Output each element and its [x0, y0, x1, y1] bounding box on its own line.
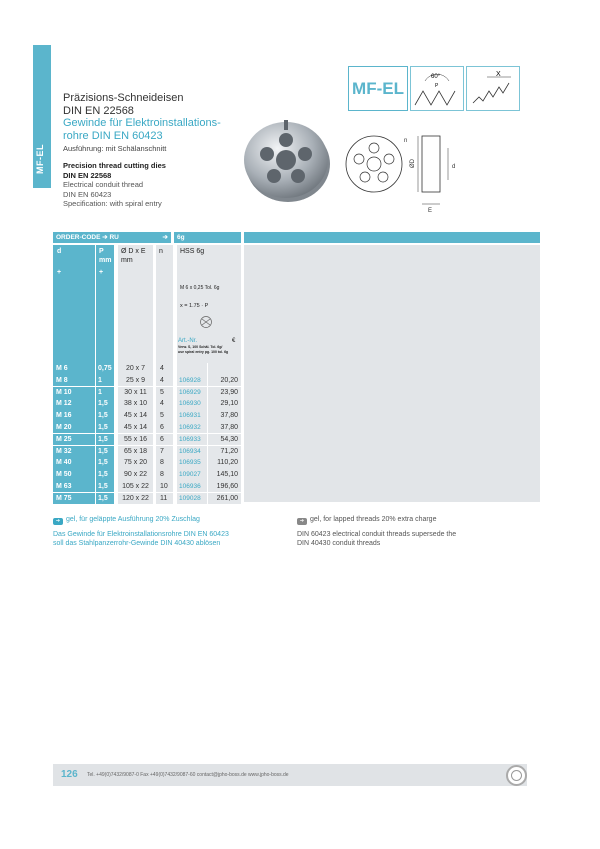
row-n: 7	[156, 446, 173, 458]
row-d: M 50	[53, 469, 95, 481]
row-price	[208, 363, 241, 375]
table-row	[53, 410, 241, 422]
row-n: 11	[156, 493, 173, 505]
table-row	[53, 434, 241, 446]
footer-contact: Tel. +49(0)7432/9087-0 Fax +49(0)7432/9087-60 contact@jpho-boss.de www.jpho-boss.de	[87, 772, 289, 778]
note-en-1: gel, for lapped threads 20% extra charge	[310, 516, 437, 523]
table-row	[53, 375, 241, 387]
table-row	[53, 446, 241, 458]
hdr-p-label: P	[99, 248, 104, 255]
hdr-fine-1: Verw. S, 100 Schäl. Tol. 6g/	[178, 345, 223, 349]
title-en-line-1: Precision thread cutting dies	[63, 161, 166, 170]
note-de-3: soll das Stahlpanzerrohr-Gewinde DIN 40430 ablösen	[53, 540, 221, 547]
row-p: 0,75	[96, 363, 114, 375]
row-art-nr: 106930	[177, 398, 207, 410]
row-dxe: 55 x 16	[118, 434, 153, 446]
row-p: 1,5	[96, 493, 114, 505]
hdr-d: d	[57, 248, 62, 255]
hdr-d-plus: +	[57, 269, 62, 276]
header-bar-right	[244, 232, 540, 243]
row-d: M 25	[53, 434, 95, 446]
note-en-lapped	[297, 515, 436, 525]
hdr-dxe	[121, 247, 146, 265]
spiral-entry-small-icon	[198, 315, 214, 329]
arrow-icon: ➔	[53, 518, 63, 525]
row-art-nr: 109028	[177, 493, 207, 505]
row-n: 5	[156, 410, 173, 422]
title-de	[63, 92, 183, 118]
row-n: 6	[156, 434, 173, 446]
row-p: 1,5	[96, 434, 114, 446]
mf-el-badge	[348, 66, 408, 111]
col-d-bg	[53, 245, 95, 363]
die-photo	[242, 118, 332, 204]
row-p: 1,5	[96, 410, 114, 422]
row-dxe: 20 x 7	[118, 363, 153, 375]
note-de-2: Das Gewinde für Elektroinstallationsrohre DIN EN 60423	[53, 531, 229, 538]
hdr-p: P mm +	[99, 248, 112, 276]
row-n: 6	[156, 422, 173, 434]
hdr-p-unit: mm	[99, 257, 112, 264]
row-art-nr: 109027	[177, 469, 207, 481]
footer	[53, 764, 527, 786]
angle-label: 60°	[431, 74, 441, 80]
row-p: 1,5	[96, 398, 114, 410]
row-n: 4	[156, 363, 173, 375]
table-row	[53, 363, 241, 375]
label-n: n	[404, 138, 408, 144]
title-de-sub-1: Gewinde für Elektroinstallations-	[63, 117, 221, 129]
col-n-bg	[156, 245, 173, 363]
grey-panel	[244, 245, 540, 502]
hdr-currency: €	[232, 338, 236, 344]
row-art-nr	[177, 363, 207, 375]
row-d: M 32	[53, 446, 95, 458]
tolerance-bar	[174, 232, 241, 243]
row-art-nr: 106928	[177, 375, 207, 387]
row-p: 1	[96, 375, 114, 387]
row-d: M 8	[53, 375, 95, 387]
hdr-sample: M 6 x 0,25 Tol. 6g	[180, 285, 220, 291]
title-de-sub-2: rohre DIN EN 60423	[63, 130, 163, 142]
order-code-bar: ORDER-CODE ➔ RU ➔	[53, 232, 171, 243]
row-d: M 10	[53, 387, 95, 399]
row-price: 20,20	[208, 375, 241, 387]
row-price: 54,30	[208, 434, 241, 446]
row-price: 37,80	[208, 410, 241, 422]
hdr-dxe-label: Ø D x E	[121, 248, 146, 255]
row-n: 5	[156, 387, 173, 399]
row-p: 1,5	[96, 422, 114, 434]
note-de-lapped	[53, 515, 200, 525]
row-dxe: 45 x 14	[118, 422, 153, 434]
table-row	[53, 387, 241, 399]
title-de-line-1: Präzisions-Schneideisen	[63, 92, 184, 104]
row-p: 1	[96, 387, 114, 399]
pitch-label: P	[435, 83, 439, 89]
note-de-din	[53, 530, 229, 548]
table-row	[53, 469, 241, 481]
row-p: 1,5	[96, 469, 114, 481]
row-n: 8	[156, 457, 173, 469]
order-code-ru: RU	[109, 234, 119, 241]
thread-angle-icon	[410, 66, 464, 111]
row-art-nr: 106932	[177, 422, 207, 434]
row-price: 110,20	[208, 457, 241, 469]
row-art-nr: 106935	[177, 457, 207, 469]
row-n: 8	[156, 469, 173, 481]
side-tab	[33, 45, 51, 188]
row-d: M 20	[53, 422, 95, 434]
badge-label: MF-EL	[352, 78, 404, 98]
label-od: ØD	[410, 159, 416, 168]
title-de-line-2: DIN EN 22568	[63, 105, 134, 117]
order-arrow-icon: ➔	[162, 234, 168, 241]
row-art-nr: 106931	[177, 410, 207, 422]
hdr-formula: x = 1.75 · P	[180, 303, 209, 309]
row-d: M 12	[53, 398, 95, 410]
title-en	[63, 161, 166, 180]
row-n: 10	[156, 481, 173, 493]
row-dxe: 75 x 20	[118, 457, 153, 469]
row-art-nr: 106934	[177, 446, 207, 458]
hdr-fine-2: use spiral entry pg. 100 tol. 6g	[178, 349, 229, 354]
row-dxe: 45 x 14	[118, 410, 153, 422]
tolerance-label: 6g	[177, 234, 185, 241]
row-n: 4	[156, 398, 173, 410]
en-line-2: DIN EN 60423	[63, 189, 112, 199]
label-e: E	[428, 208, 433, 214]
row-art-nr: 106936	[177, 481, 207, 493]
hdr-fine-print	[178, 345, 228, 354]
row-d: M 75	[53, 493, 95, 505]
row-p: 1,5	[96, 457, 114, 469]
row-price: 37,80	[208, 422, 241, 434]
row-price: 23,90	[208, 387, 241, 399]
row-dxe: 38 x 10	[118, 398, 153, 410]
row-d: M 6	[53, 363, 95, 375]
row-d: M 63	[53, 481, 95, 493]
row-p: 1,5	[96, 481, 114, 493]
row-price: 29,10	[208, 398, 241, 410]
row-dxe: 105 x 22	[118, 481, 153, 493]
row-price: 196,60	[208, 481, 241, 493]
hdr-hss: HSS 6g	[180, 248, 205, 255]
row-art-nr: 106929	[177, 387, 207, 399]
en-description	[63, 180, 162, 209]
table-row	[53, 481, 241, 493]
en-line-1: Electrical conduit thread	[63, 180, 144, 189]
row-dxe: 120 x 22	[118, 493, 153, 505]
hdr-art-nr: Art.-Nr.	[178, 338, 197, 344]
ausfuehrung: Ausführung: mit Schälanschnitt	[63, 144, 167, 153]
title-en-line-2: DIN EN 22568	[63, 170, 112, 180]
row-dxe: 30 x 11	[118, 387, 153, 399]
row-n: 4	[156, 375, 173, 387]
note-en-3: DIN 40430 conduit threads	[297, 540, 381, 547]
table-row	[53, 457, 241, 469]
note-en-din	[297, 530, 456, 548]
hdr-n: n	[159, 248, 163, 255]
row-price: 261,00	[208, 493, 241, 505]
note-de-1: gel, für geläppte Ausführung 20% Zuschlag	[66, 516, 200, 523]
row-dxe: 65 x 18	[118, 446, 153, 458]
row-price: 145,10	[208, 469, 241, 481]
product-table	[53, 363, 241, 505]
label-d: d	[452, 164, 456, 170]
hdr-dxe-unit: mm	[121, 257, 133, 264]
order-code-label: ORDER-CODE	[56, 234, 101, 241]
row-d: M 40	[53, 457, 95, 469]
x-label: X	[496, 71, 501, 78]
row-d: M 16	[53, 410, 95, 422]
row-p: 1,5	[96, 446, 114, 458]
company-logo	[506, 765, 527, 786]
table-row	[53, 422, 241, 434]
die-drawing	[342, 128, 472, 218]
row-price: 71,20	[208, 446, 241, 458]
table-row	[53, 493, 241, 505]
page-number: 126	[61, 769, 78, 780]
arrow-icon-grey: ➔	[297, 518, 307, 525]
row-art-nr: 106933	[177, 434, 207, 446]
row-dxe: 90 x 22	[118, 469, 153, 481]
spiral-entry-icon	[466, 66, 520, 111]
note-en-2: DIN 60423 electrical conduit threads supersede the	[297, 531, 457, 538]
side-tab-label: MF-EL	[35, 144, 45, 174]
table-row	[53, 398, 241, 410]
en-line-3: Specification: with spiral entry	[63, 199, 162, 208]
title-de-sub	[63, 117, 248, 143]
row-dxe: 25 x 9	[118, 375, 153, 387]
